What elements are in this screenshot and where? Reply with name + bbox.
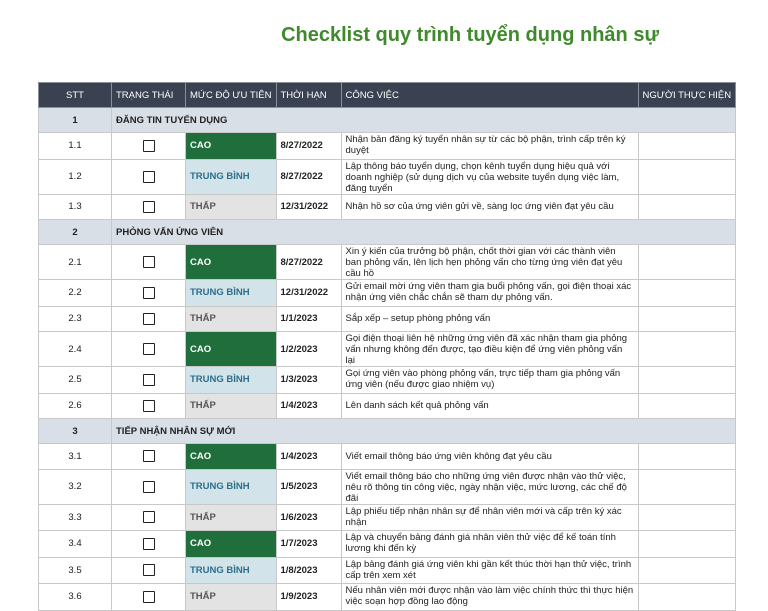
- table-row: [39, 469, 736, 504]
- priority-cell: TRUNG BÌNH: [186, 159, 277, 194]
- status-cell: [112, 306, 186, 332]
- deadline-cell: 1/7/2023: [276, 531, 341, 558]
- item-number: 2.1: [39, 245, 112, 280]
- table-row: [39, 584, 736, 611]
- deadline-cell: 1/2/2023: [276, 332, 341, 367]
- status-checkbox[interactable]: [143, 450, 155, 462]
- status-checkbox[interactable]: [143, 538, 155, 550]
- section-title: PHỎNG VẤN ỨNG VIÊN: [112, 220, 736, 245]
- status-checkbox[interactable]: [143, 201, 155, 213]
- item-number: 3.2: [39, 469, 112, 504]
- owner-cell[interactable]: [638, 531, 736, 558]
- owner-cell[interactable]: [638, 469, 736, 504]
- status-checkbox[interactable]: [143, 171, 155, 183]
- status-cell: [112, 133, 186, 160]
- table-row: [39, 159, 736, 194]
- deadline-cell: 8/27/2022: [276, 245, 341, 280]
- item-number: 2.3: [39, 306, 112, 332]
- table-row: [39, 557, 736, 584]
- table-row: [39, 280, 736, 307]
- status-cell: [112, 280, 186, 307]
- table-row: [39, 306, 736, 332]
- section-row: [39, 419, 736, 444]
- table-row: [39, 393, 736, 419]
- table-row: [39, 444, 736, 470]
- deadline-cell: 1/4/2023: [276, 393, 341, 419]
- owner-cell[interactable]: [638, 332, 736, 367]
- item-number: 2.6: [39, 393, 112, 419]
- priority-cell: TRUNG BÌNH: [186, 469, 277, 504]
- checklist-table: [38, 82, 736, 611]
- owner-cell[interactable]: [638, 194, 736, 220]
- item-number: 1.2: [39, 159, 112, 194]
- status-cell: [112, 557, 186, 584]
- item-number: 1.3: [39, 194, 112, 220]
- header-deadline: THỜI HẠN: [276, 83, 341, 108]
- priority-cell: CAO: [186, 444, 277, 470]
- owner-cell[interactable]: [638, 133, 736, 160]
- table-row: [39, 194, 736, 220]
- deadline-cell: 1/9/2023: [276, 584, 341, 611]
- header-priority: MỨC ĐỘ ƯU TIÊN: [186, 83, 277, 108]
- status-cell: [112, 159, 186, 194]
- status-cell: [112, 469, 186, 504]
- priority-cell: CAO: [186, 133, 277, 160]
- item-number: 3.3: [39, 504, 112, 531]
- priority-cell: CAO: [186, 531, 277, 558]
- status-cell: [112, 444, 186, 470]
- priority-cell: THẤP: [186, 306, 277, 332]
- item-number: 3.4: [39, 531, 112, 558]
- status-checkbox[interactable]: [143, 511, 155, 523]
- priority-cell: THẤP: [186, 504, 277, 531]
- owner-cell[interactable]: [638, 584, 736, 611]
- deadline-cell: 1/8/2023: [276, 557, 341, 584]
- item-number: 3.1: [39, 444, 112, 470]
- table-body: [39, 108, 736, 611]
- task-cell: Nếu nhân viên mới được nhận vào làm việc chính thức thì thực hiện việc soạn hợp đồng lao động: [341, 584, 638, 611]
- status-cell: [112, 332, 186, 367]
- section-number: 1: [39, 108, 112, 133]
- status-checkbox[interactable]: [143, 374, 155, 386]
- deadline-cell: 1/3/2023: [276, 367, 341, 394]
- priority-cell: THẤP: [186, 194, 277, 220]
- deadline-cell: 1/1/2023: [276, 306, 341, 332]
- table-row: [39, 504, 736, 531]
- priority-cell: THẤP: [186, 393, 277, 419]
- table-row: [39, 531, 736, 558]
- status-cell: [112, 393, 186, 419]
- deadline-cell: 8/27/2022: [276, 159, 341, 194]
- deadline-cell: 12/31/2022: [276, 194, 341, 220]
- status-cell: [112, 367, 186, 394]
- deadline-cell: 12/31/2022: [276, 280, 341, 307]
- status-cell: [112, 245, 186, 280]
- deadline-cell: 1/4/2023: [276, 444, 341, 470]
- item-number: 2.2: [39, 280, 112, 307]
- task-cell: Lập bảng đánh giá ứng viên khi gần kết thúc thời hạn thử việc, trình cấp trên xem xét: [341, 557, 638, 584]
- section-row: [39, 220, 736, 245]
- task-cell: Sắp xếp – setup phòng phỏng vấn: [341, 306, 638, 332]
- section-row: [39, 108, 736, 133]
- task-cell: Lập thông báo tuyển dụng, chọn kênh tuyển dụng hiệu quả với doanh nghiệp (sử dụng dịch vụ của website tuyển dụng việc làm, đăng tuyển: [341, 159, 638, 194]
- deadline-cell: 1/6/2023: [276, 504, 341, 531]
- priority-cell: THẤP: [186, 584, 277, 611]
- task-cell: Gọi ứng viên vào phòng phỏng vấn, trực tiếp tham gia phỏng vấn ứng viên (nếu được giao nhiệm vụ): [341, 367, 638, 394]
- priority-cell: CAO: [186, 332, 277, 367]
- status-checkbox[interactable]: [143, 256, 155, 268]
- status-checkbox[interactable]: [143, 400, 155, 412]
- table-row: [39, 332, 736, 367]
- header-owner: NGƯỜI THỰC HIỆN: [638, 83, 736, 108]
- owner-cell[interactable]: [638, 367, 736, 394]
- status-checkbox[interactable]: [143, 343, 155, 355]
- task-cell: Nhận hồ sơ của ứng viên gửi về, sàng lọc ứng viên đạt yêu cầu: [341, 194, 638, 220]
- status-cell: [112, 504, 186, 531]
- owner-cell[interactable]: [638, 557, 736, 584]
- task-cell: Lập và chuyển bảng đánh giá nhân viên thử việc để kế toán tính lương khi đến kỳ: [341, 531, 638, 558]
- table-row: [39, 367, 736, 394]
- status-checkbox[interactable]: [143, 287, 155, 299]
- task-cell: Gửi email mời ứng viên tham gia buổi phỏng vấn, gọi điện thoại xác nhận ứng viên chắc chắn sẽ tham dự phỏng vấn.: [341, 280, 638, 307]
- section-number: 2: [39, 220, 112, 245]
- section-title: ĐĂNG TIN TUYỂN DỤNG: [112, 108, 736, 133]
- item-number: 1.1: [39, 133, 112, 160]
- deadline-cell: 8/27/2022: [276, 133, 341, 160]
- header-row: [39, 83, 736, 108]
- status-checkbox[interactable]: [143, 140, 155, 152]
- header-status: TRẠNG THÁI: [112, 83, 186, 108]
- task-cell: Nhận bản đăng ký tuyển nhân sự từ các bộ phận, trình cấp trên ký duyệt: [341, 133, 638, 160]
- owner-cell[interactable]: [638, 504, 736, 531]
- task-cell: Viết email thông báo ứng viên không đạt yêu cầu: [341, 444, 638, 470]
- item-number: 3.5: [39, 557, 112, 584]
- status-checkbox[interactable]: [143, 481, 155, 493]
- priority-cell: TRUNG BÌNH: [186, 557, 277, 584]
- priority-cell: TRUNG BÌNH: [186, 280, 277, 307]
- item-number: 3.6: [39, 584, 112, 611]
- item-number: 2.4: [39, 332, 112, 367]
- owner-cell[interactable]: [638, 306, 736, 332]
- owner-cell[interactable]: [638, 159, 736, 194]
- section-title: TIẾP NHẬN NHÂN SỰ MỚI: [112, 419, 736, 444]
- page-title: Checklist quy trình tuyển dụng nhân sự: [281, 24, 659, 46]
- owner-cell[interactable]: [638, 245, 736, 280]
- owner-cell[interactable]: [638, 280, 736, 307]
- item-number: 2.5: [39, 367, 112, 394]
- status-checkbox[interactable]: [143, 564, 155, 576]
- task-cell: Gọi điện thoại liên hệ những ứng viên đã xác nhận tham gia phỏng vấn nhưng không đến được, tạo điều kiện để ứng viên phỏng vấn lại: [341, 332, 638, 367]
- deadline-cell: 1/5/2023: [276, 469, 341, 504]
- task-cell: Lập phiếu tiếp nhận nhân sự để nhân viên mới và cấp trên ký xác nhận: [341, 504, 638, 531]
- status-cell: [112, 531, 186, 558]
- priority-cell: TRUNG BÌNH: [186, 367, 277, 394]
- section-number: 3: [39, 419, 112, 444]
- header-stt: STT: [39, 83, 112, 108]
- status-checkbox[interactable]: [143, 313, 155, 325]
- status-cell: [112, 194, 186, 220]
- task-cell: Lên danh sách kết quả phỏng vấn: [341, 393, 638, 419]
- owner-cell[interactable]: [638, 444, 736, 470]
- task-cell: Viết email thông báo cho những ứng viên được nhận vào thử việc, nêu rõ thông tin công việc, ngày nhận việc, mức lương, các chế độ đãi: [341, 469, 638, 504]
- status-cell: [112, 584, 186, 611]
- table-row: [39, 245, 736, 280]
- owner-cell[interactable]: [638, 393, 736, 419]
- table-row: [39, 133, 736, 160]
- header-task: CÔNG VIỆC: [341, 83, 638, 108]
- priority-cell: CAO: [186, 245, 277, 280]
- task-cell: Xin ý kiến của trưởng bộ phận, chốt thời gian với các thành viên ban phỏng vấn, lên lịch hẹn phỏng vấn cho từng ứng viên đạt yêu cầu hồ: [341, 245, 638, 280]
